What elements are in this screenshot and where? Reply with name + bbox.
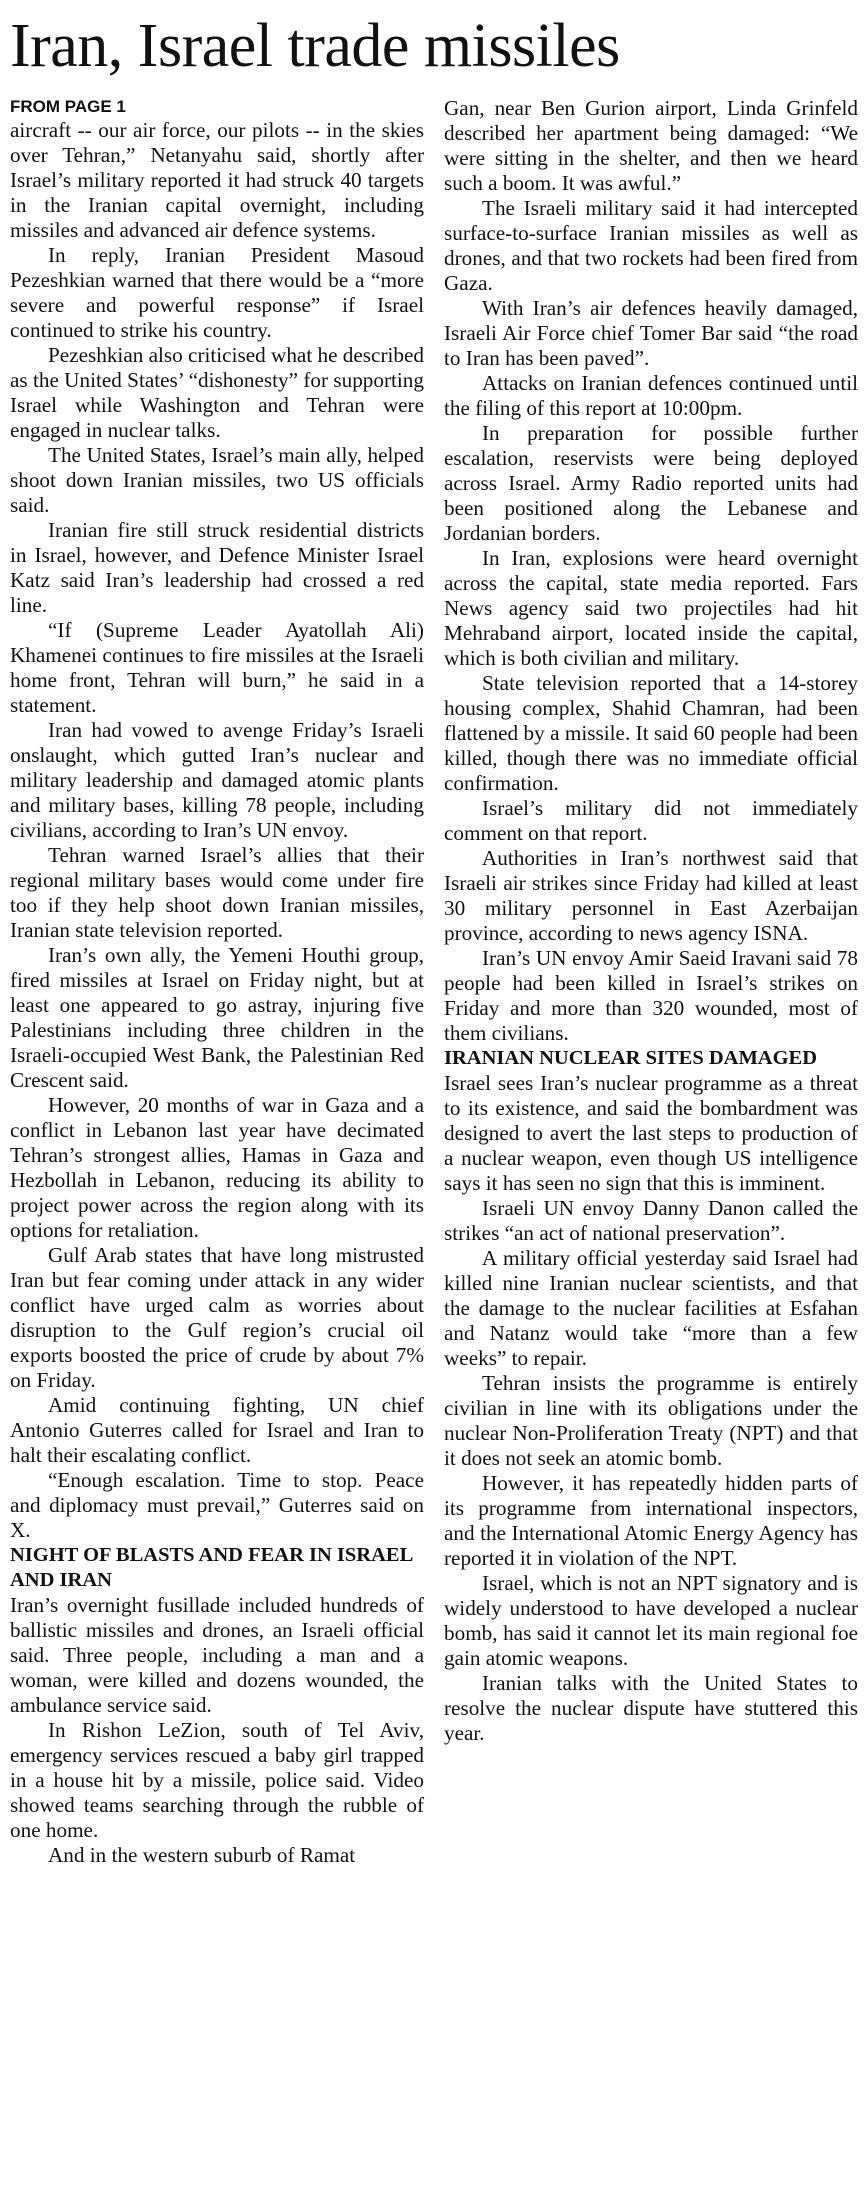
left-column (10, 96, 424, 2181)
paragraph: Israel sees Iran’s nuclear programme as a threat to its existence, and said the bombardment was designed to avert the last steps to production of a nuclear weapon, even though US intelligence says it has seen no sign that this is imminent. (444, 1071, 858, 1195)
paragraph: However, 20 months of war in Gaza and a conflict in Lebanon last year have decimated Tehran’s strongest allies, Hamas in Gaza and Hezbollah in Lebanon, reducing its ability to project power across the region along with its options for retaliation. (10, 1093, 424, 1242)
paragraph: And in the western suburb of Ramat (48, 1843, 356, 1867)
subhead-night-of-blasts: NIGHT OF BLASTS AND FEAR IN ISRAEL AND IRAN (10, 1544, 413, 1591)
paragraph: Iran had vowed to avenge Friday’s Israeli onslaught, which gutted Iran’s nuclear and military leadership and damaged atomic plants and military bases, killing 78 people, including civilians, according to Iran’s UN envoy. (10, 718, 424, 842)
paragraph: “Enough escalation. Time to stop. Peace and diplomacy must prevail,” Guterres said on X. (10, 1468, 424, 1542)
paragraph: Iranian fire still struck residential districts in Israel, however, and Defence Minister Israel Katz said Iran’s leadership had crossed a red line. (10, 518, 424, 617)
paragraph: The Israeli military said it had intercepted surface-to-surface Iranian missiles as well as drones, and that two rockets had been fired from Gaza. (444, 196, 858, 295)
paragraph: Gulf Arab states that have long mistrusted Iran but fear coming under attack in any wider conflict have urged calm as worries about disruption to the Gulf region’s crucial oil exports boosted the price of crude by about 7% on Friday. (10, 1243, 424, 1392)
paragraph: Iran’s UN envoy Amir Saeid Iravani said 78 people had been killed in Israel’s strikes on Friday and more than 320 wounded, most of them civilians. (444, 946, 858, 1045)
paragraph: Israel, which is not an NPT signatory and is widely understood to have developed a nuclear bomb, has said it cannot let its main regional foe gain atomic weapons. (444, 1571, 858, 1670)
subhead-nuclear-sites: IRANIAN NUCLEAR SITES DAMAGED (444, 1047, 818, 1069)
paragraph: Pezeshkian also criticised what he described as the United States’ “dishonesty” for supporting Israel while Washington and Tehran were engaged in nuclear talks. (10, 343, 424, 442)
paragraph: Gan, near Ben Gurion airport, Linda Grinfeld described her apartment being damaged: “We were sitting in the shelter, and then we heard such a boom. It was awful.” (444, 96, 858, 195)
right-column (444, 96, 858, 2181)
paragraph: With Iran’s air defences heavily damaged, Israeli Air Force chief Tomer Bar said “the road to Iran has been paved”. (444, 296, 858, 370)
paragraph: However, it has repeatedly hidden parts of its programme from international inspectors, and the International Atomic Energy Agency has reported it in violation of the NPT. (444, 1471, 858, 1570)
paragraph: Iran’s overnight fusillade included hundreds of ballistic missiles and drones, an Israeli official said. Three people, including a man and a woman, were killed and dozens wounded, the ambulance service said. (10, 1593, 424, 1717)
paragraph: A military official yesterday said Israel had killed nine Iranian nuclear scientists, and that the damage to the nuclear facilities at Esfahan and Natanz would take “more than a few weeks” to repair. (444, 1246, 858, 1370)
paragraph: In Rishon LeZion, south of Tel Aviv, emergency services rescued a baby girl trapped in a house hit by a missile, police said. Video showed teams searching through the rubble of one home. (10, 1718, 424, 1842)
paragraph: Tehran warned Israel’s allies that their regional military bases would come under fire too if they help shoot down Iranian missiles, Iranian state television reported. (10, 843, 424, 942)
headline: Iran, Israel trade missiles (10, 12, 620, 80)
paragraph: Iran’s own ally, the Yemeni Houthi group, fired missiles at Israel on Friday night, but at least one appeared to go astray, injuring five Palestinians including three children in the Israeli-occupied West Bank, the Palestinian Red Crescent said. (10, 943, 424, 1092)
kicker: FROM PAGE 1 (10, 97, 126, 116)
article-body (10, 96, 858, 2181)
paragraph: In preparation for possible further escalation, reservists were being deployed across Israel. Army Radio reported units had been positioned along the Lebanese and Jordanian borders. (444, 421, 858, 545)
paragraph: In Iran, explosions were heard overnight across the capital, state media reported. Fars News agency said two projectiles had hit Mehraband airport, located inside the capital, which is both civilian and military. (444, 546, 858, 670)
paragraph: Amid continuing fighting, UN chief Antonio Guterres called for Israel and Iran to halt their escalating conflict. (10, 1393, 424, 1467)
paragraph: aircraft -- our air force, our pilots -- in the skies over Tehran,” Netanyahu said, shortly after Israel’s military reported it had struck 40 targets in the Iranian capital overnight, including missiles and advanced air defence systems. (10, 118, 424, 242)
paragraph: Authorities in Iran’s northwest said that Israeli air strikes since Friday had killed at least 30 military personnel in East Azerbaijan province, according to news agency ISNA. (444, 846, 858, 945)
paragraph: Israeli UN envoy Danny Danon called the strikes “an act of national preservation”. (444, 1196, 858, 1245)
paragraph: The United States, Israel’s main ally, helped shoot down Iranian missiles, two US officials said. (10, 443, 424, 517)
paragraph: In reply, Iranian President Masoud Pezeshkian warned that there would be a “more severe and powerful response” if Israel continued to strike his country. (10, 243, 424, 342)
paragraph: “If (Supreme Leader Ayatollah Ali) Khamenei continues to fire missiles at the Israeli home front, Tehran will burn,” he said in a statement. (10, 618, 424, 717)
paragraph: Attacks on Iranian defences continued until the filing of this report at 10:00pm. (444, 371, 858, 420)
paragraph: State television reported that a 14-storey housing complex, Shahid Chamran, had been flattened by a missile. It said 60 people had been killed, though there was no immediate official confirmation. (444, 671, 858, 795)
paragraph: Iranian talks with the United States to resolve the nuclear dispute have stuttered this year. (444, 1671, 858, 1745)
paragraph: Tehran insists the programme is entirely civilian in line with its obligations under the nuclear Non-Proliferation Treaty (NPT) and that it does not seek an atomic bomb. (444, 1371, 858, 1470)
paragraph: Israel’s military did not immediately comment on that report. (444, 796, 858, 845)
